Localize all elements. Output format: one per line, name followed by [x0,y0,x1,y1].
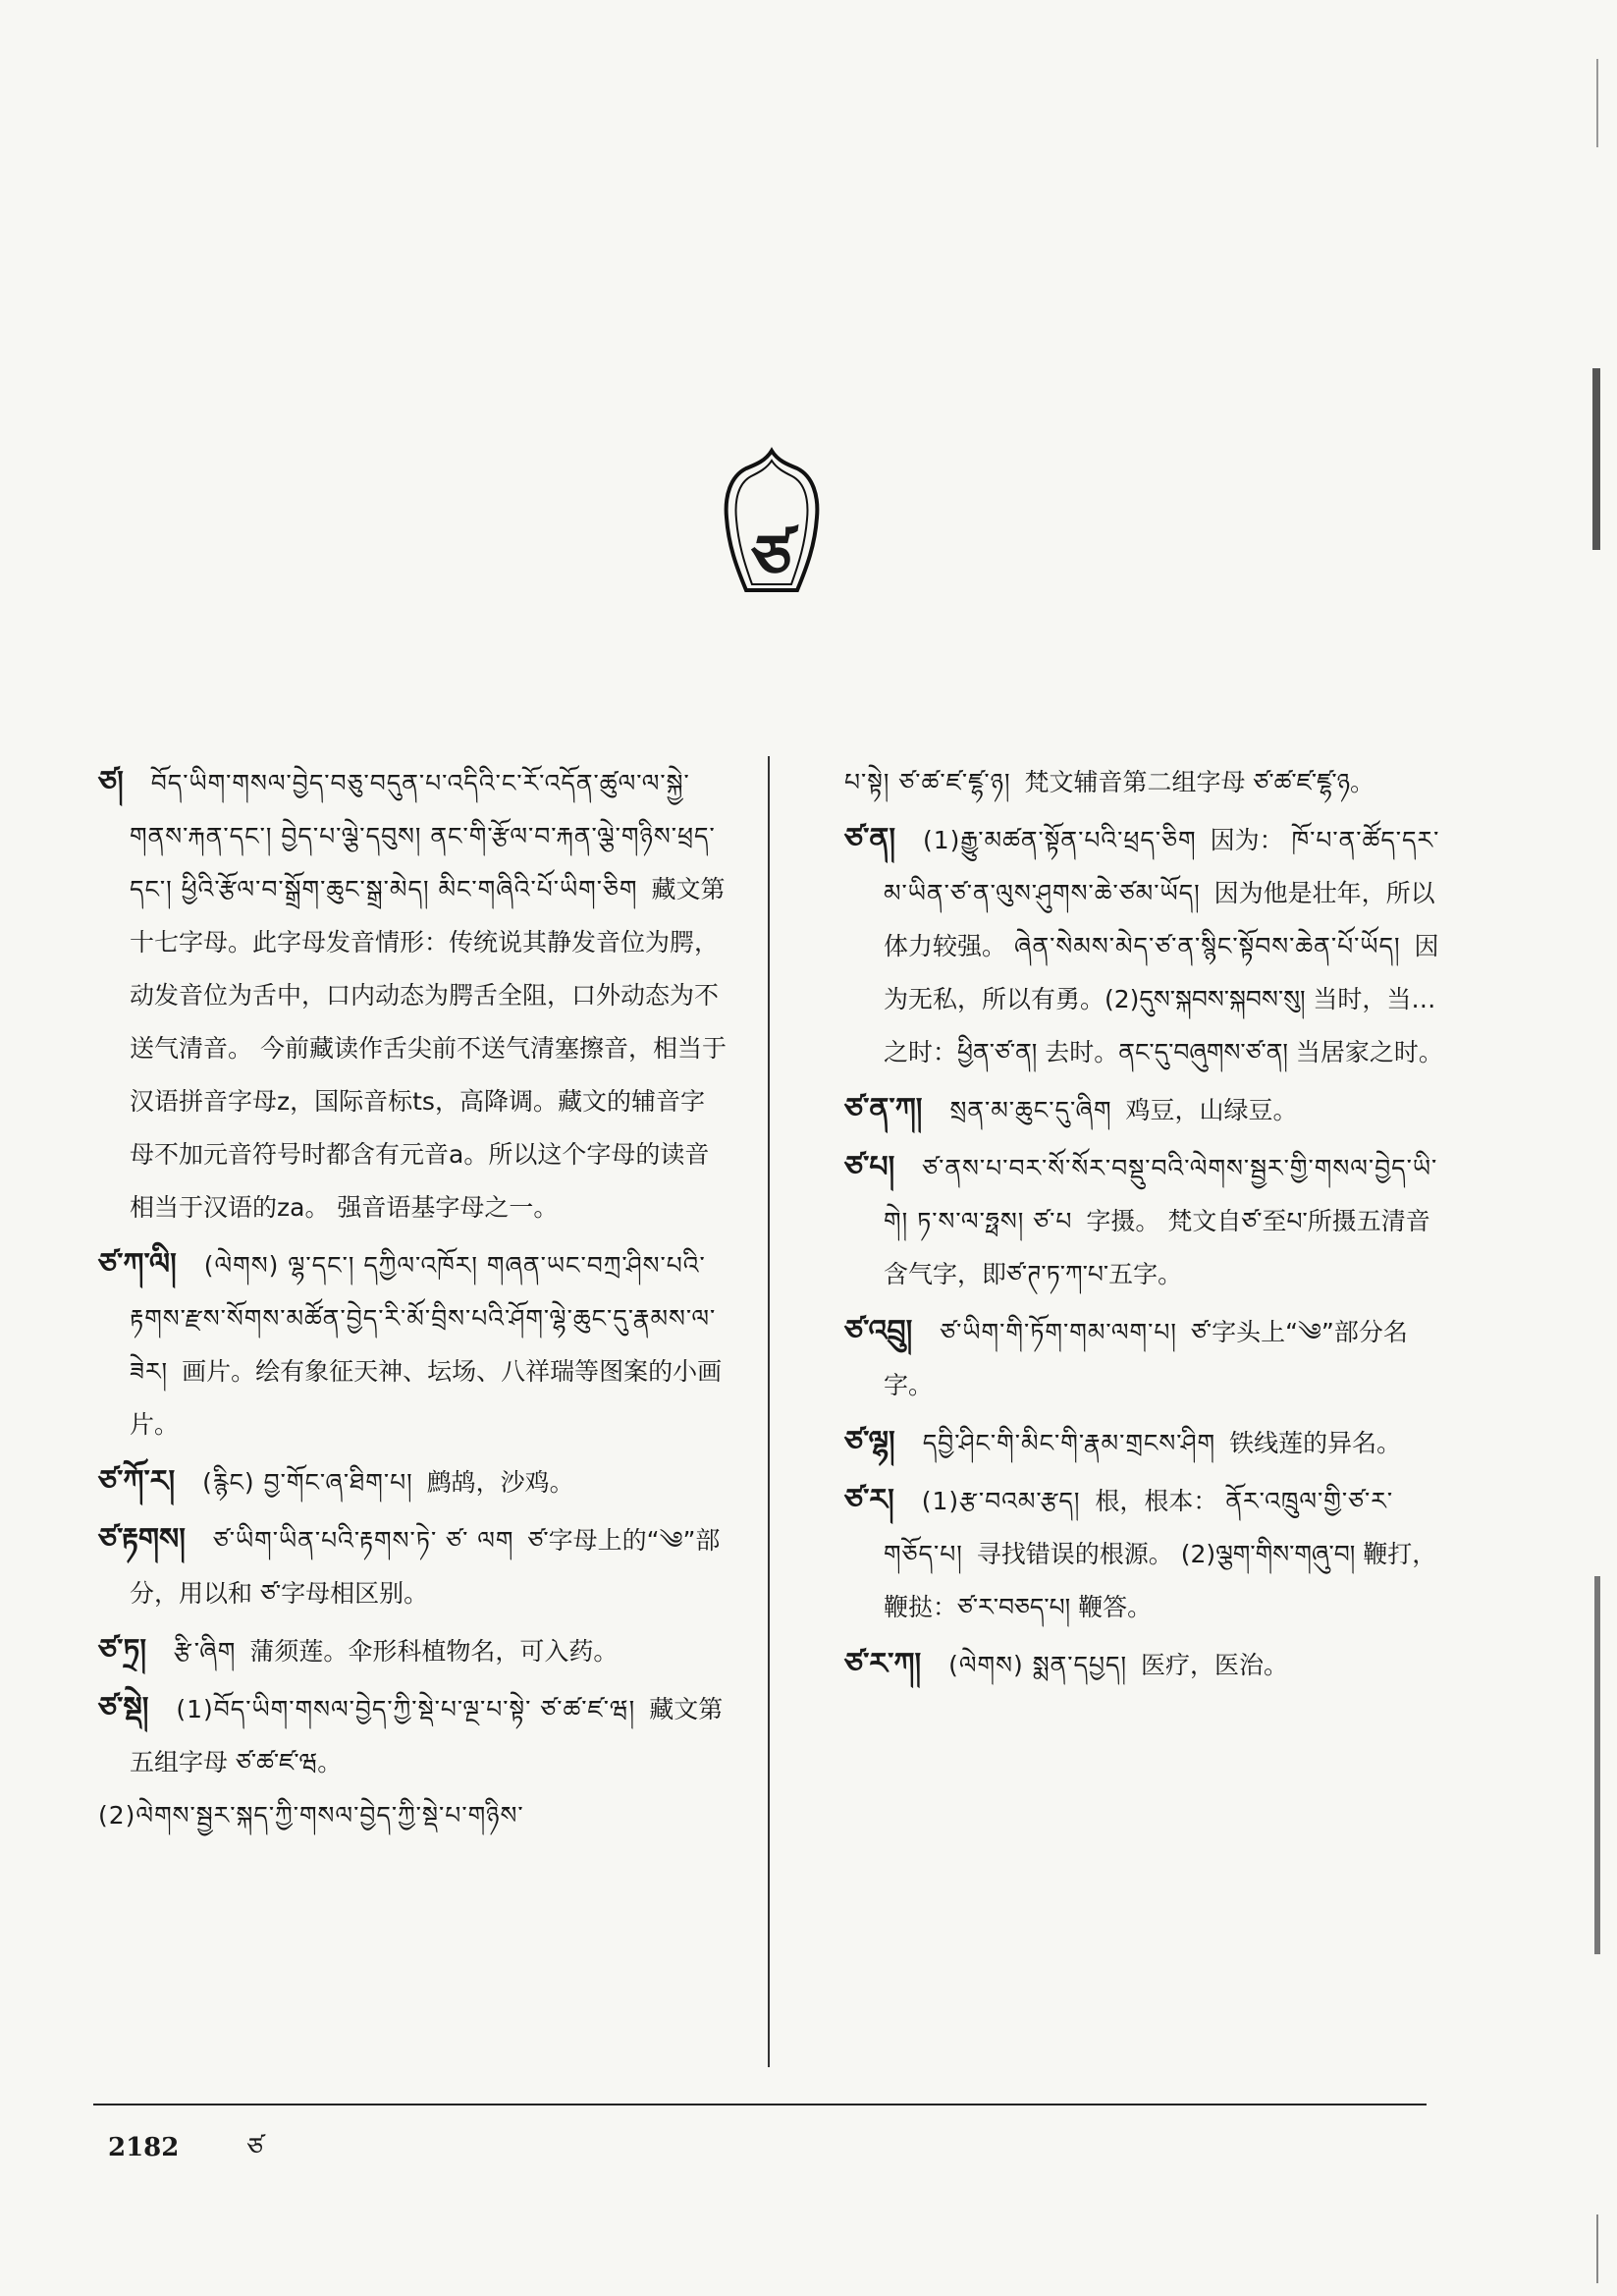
headword: ཙ་ན། [844,822,896,856]
column-divider [768,756,770,2067]
scan-edge-mark [1592,368,1600,550]
headword: ཙ་སྡེ། [98,1691,149,1725]
entry [98,1455,727,1509]
tibetan-example: ཞེན་སེམས་མེད་ཙ་ན་སྙིང་སྟོབས་ཆེན་པོ་ཡོད། [1013,932,1401,960]
chinese-definition: 蒲须莲。伞形科植物名，可入药。 [249,1637,619,1666]
chinese-example: 寻找错误的根源。 (2)ལྕག་གིས་གཞུ་བ། [976,1540,1356,1568]
entry [844,756,1445,809]
chinese-definition: ཙ་字母上的“༄”部分，用以和 ཙ་字母相区别。 [130,1526,721,1608]
entry [844,1416,1445,1470]
chinese-definition: 鸡豆，山绿豆。 [1125,1096,1298,1124]
tibetan-definition: བོད་ཡིག་གསལ་བྱེད་བཅུ་བདུན་པ་འདིའི་ང་རོ་འདོན་ཚུལ་ལ་སྐྱེ་གནས་རྐན་དང་། བྱེད་པ་ལྕེ་དབུས། ནང་གི་རྩོལ་བ་རྐན་ལྕེ་གཉིས་ཕྲད་དང་། ཕྱིའི་རྩོལ་བ་སྒྲོག་ཆུང་སྒྲ་མེད། མིང་གཞིའི་པོ་ཡིག་ཅིག [130,769,716,903]
tibetan-definition: པ་སྟེ། ཙ་ཚ་ཛ་ཛྷ་ཉ། [844,768,1011,796]
tibetan-definition: ཙ་ཡིག་ཡིན་པའི་རྟགས་ཏེ་ ཙ་ ལག [212,1526,514,1555]
page-number: 2182 [108,2133,180,2162]
entry [844,813,1445,1079]
chinese-definition: 梵文辅音第二组字母 ཙ་ཚ་ཛ་ཛྷ་ཉ。 [1024,768,1375,796]
tibetan-definition: (ལེགས) ལྷ་དང་། དཀྱིལ་འཁོར། གཞན་ཡང་བཀྲ་ཤིས་པའི་རྟགས་རྫས་སོགས་མཚོན་བྱེད་རི་མོ་བྲིས་པའི་ཤོག་ལྷེ་ཆུང་དུ་རྣམས་ལ་ཟེར། [130,1251,717,1386]
chinese-definition: 字摄。 梵文自ཙ་至པ་所摄五清音含气字，即ཙ་ཊ་ཏ་ཀ་པ་五字。 [884,1207,1430,1288]
tibetan-example: ཁོ་པ་ན་ཚོད་དར་མ་ཡིན་ཙ་ན་ལུས་ཤུགས་ཆེ་ཙམ་ཡོད། [884,826,1440,907]
tibetan-definition: སྲན་མ་ཆུང་དུ་ཞིག [949,1096,1112,1124]
tibetan-definition: ཙ་ནས་པ་བར་སོ་སོར་བསྡུ་བའི་ལེགས་སྦྱར་གྱི་གསལ་བྱེད་ཡི་གེ། ཏ་ས་ལ་ཧྥས། ཙ་པ [884,1154,1438,1235]
left-column [98,756,727,1846]
running-letter: ཙ [246,2133,263,2162]
tibetan-definition: (1)རྩ་བའམ་རྩད། [921,1487,1090,1515]
headword: ཙ་རྟགས། [98,1522,186,1557]
tibetan-definition: རྩི་ཞིག [174,1637,237,1666]
section-letter: ཙ [751,522,792,595]
entry [844,1141,1445,1301]
headword: ཙ་ཏྲ། [98,1633,147,1667]
tibetan-definition: (1)རྒྱུ་མཚན་སྟོན་པའི་ཕྲད་ཅིག [923,826,1197,854]
entry [98,756,727,1234]
entry [98,1624,727,1678]
entry [844,1305,1445,1412]
tibetan-definition: དབྱི་ཤིང་གི་མིང་གི་རྣམ་གྲངས་ཤིག [922,1429,1216,1457]
tibetan-definition: ཙ་ཡིག་གི་ཏོག་གམ་ལག་པ། [940,1318,1177,1346]
entry [98,1682,727,1842]
tibetan-definition-continued: (2)ལེགས་སྦྱར་སྐད་ཀྱི་གསལ་བྱེད་ཀྱི་སྡེ་པ་གཉིས་ [98,1801,524,1830]
chinese-example: 因为他是壮年，所以体力较强。 [884,879,1435,960]
scan-edge-mark [1594,1576,1600,1954]
footer-rule [93,2104,1427,2105]
tibetan-example: ནོར་འཁྲུལ་གྱི་ཙ་ར་གཅོད་པ། [884,1487,1394,1568]
headword: ཙ། [98,765,124,799]
chinese-definition: 医疗，医治。 [1140,1651,1288,1679]
entry [98,1238,727,1451]
page-footer [108,2119,263,2191]
tibetan-definition: (1)བོད་ཡིག་གསལ་བྱེད་ཀྱི་སྡེ་པ་ལྔ་པ་སྟེ་ ཙ་ཚ་ཛ་ཝ། [176,1695,636,1723]
scan-edge-mark [1596,59,1598,147]
chinese-definition: 根，根本： [1095,1487,1218,1515]
right-column [844,756,1445,1696]
chinese-definition: 藏文第五组字母 ཙ་ཚ་ཛ་ཝ。 [130,1695,724,1777]
chinese-example: 因为无私，所以有勇。(2)དུས་སྐབས་སྐབས་སུ། 当时，当…之时：ཕྱིན་ཙ་ན། 去时。ནང་དུ་བཞུགས་ཙ་ན། 当居家之时。 [884,932,1443,1066]
headword: ཙ་ཀོ་ར། [98,1464,176,1499]
chinese-definition: 藏文第十七字母。此字母发音情形：传统说其静发音位为腭，动发音位为舌中，口内动态为腭舌全阻，口外动态为不送气清音。 今前藏读作舌尖前不送气清塞擦音，相当于汉语拼音字母z，国际音标ts，高降调。藏文的辅音字母不加元音符号时都含有元音a。所以这个字母的读音相当于汉语的za。 强音语基字母之一。 [130,875,727,1222]
headword: ཙ་པ། [844,1150,895,1184]
tibetan-definition: (ལེགས) སྨན་དཔྱད། [948,1651,1128,1679]
chinese-definition: 铁线莲的异名。 [1229,1429,1402,1457]
entry [844,1638,1445,1692]
entry [844,1474,1445,1634]
chinese-definition: 画片。绘有象征天神、坛场、八祥瑞等图案的小画片。 [130,1357,723,1439]
chinese-definition: ཙ་字头上“༄”部分名字。 [884,1318,1408,1399]
headword: ཙ་ལྷ། [844,1425,895,1459]
entry [98,1513,727,1620]
chinese-definition: 因为： [1210,826,1284,854]
headword: ཙ་ར། [844,1483,894,1517]
tibetan-definition: (རྙིང) བྱ་གོང་ཞ་ཐིག་པ། [202,1468,413,1497]
section-emblem [717,447,827,594]
headword: ཙ་འབྲུ། [844,1314,913,1348]
headword: ཙ་ཀ་ལི། [98,1247,177,1282]
headword: ཙ་ར་ཀ། [844,1647,922,1681]
scan-edge-mark [1596,2214,1598,2283]
chinese-example: 鞭打，鞭挞：ཙ་ར་བཅད་པ། 鞭答。 [884,1540,1437,1621]
entry [844,1083,1445,1137]
chinese-definition: 鹧鸪，沙鸡。 [426,1468,574,1497]
headword: ཙ་ན་ཀ། [844,1092,923,1126]
